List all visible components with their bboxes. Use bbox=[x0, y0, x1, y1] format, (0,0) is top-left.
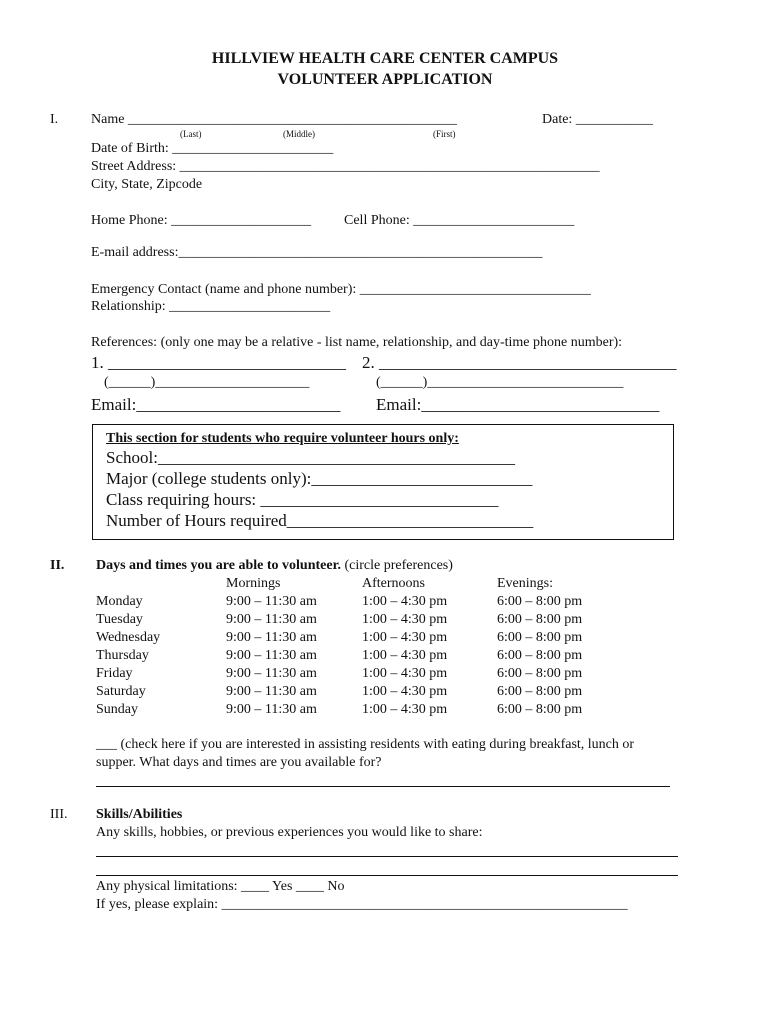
skills-line-1[interactable] bbox=[96, 856, 678, 857]
form-title: HILLVIEW HEALTH CARE CENTER CAMPUS bbox=[211, 50, 559, 67]
name-sub-middle: (Middle) bbox=[283, 129, 315, 139]
reference-1-name[interactable]: 1. ____________________________ bbox=[91, 353, 346, 372]
time-slot-evening[interactable]: 6:00 – 8:00 pm bbox=[497, 594, 583, 609]
reference-2-email[interactable]: Email:____________________________ bbox=[376, 395, 660, 414]
time-slot-evening[interactable]: 6:00 – 8:00 pm bbox=[497, 630, 583, 645]
availability-heading-note: (circle preferences) bbox=[341, 558, 453, 573]
time-slot-evening[interactable]: 6:00 – 8:00 pm bbox=[497, 702, 583, 717]
school-field[interactable]: School:__________________________________________ bbox=[106, 448, 515, 467]
skills-line-2[interactable] bbox=[96, 875, 678, 876]
reference-1-email[interactable]: Email:________________________ bbox=[91, 395, 341, 414]
major-field[interactable]: Major (college students only):__________________________ bbox=[106, 469, 533, 488]
section-numeral-1: I. bbox=[50, 112, 59, 127]
class-requiring-hours-field[interactable]: Class requiring hours: ____________________________ bbox=[106, 490, 499, 509]
name-sub-first: (First) bbox=[433, 129, 456, 139]
emergency-contact-field[interactable]: Emergency Contact (name and phone number): _________________________________ bbox=[91, 282, 591, 297]
time-slot-morning[interactable]: 9:00 – 11:30 am bbox=[226, 666, 317, 681]
column-mornings: Mornings bbox=[226, 576, 281, 591]
eating-assist-checkbox-line[interactable]: ___ (check here if you are interested in assisting residents with eating during breakfast, lunch or bbox=[96, 737, 635, 752]
time-slot-afternoon[interactable]: 1:00 – 4:30 pm bbox=[362, 702, 448, 717]
day-label: Tuesday bbox=[96, 612, 143, 627]
time-slot-morning[interactable]: 9:00 – 11:30 am bbox=[226, 594, 317, 609]
skills-prompt: Any skills, hobbies, or previous experiences you would like to share: bbox=[96, 825, 483, 840]
section-numeral-3: III. bbox=[50, 807, 68, 822]
cell-phone-field[interactable]: Cell Phone: _______________________ bbox=[344, 213, 575, 228]
time-slot-afternoon[interactable]: 1:00 – 4:30 pm bbox=[362, 684, 448, 699]
day-label: Wednesday bbox=[96, 630, 161, 645]
day-label: Sunday bbox=[96, 702, 138, 717]
time-slot-evening[interactable]: 6:00 – 8:00 pm bbox=[497, 666, 583, 681]
day-label: Saturday bbox=[96, 684, 146, 699]
day-label: Monday bbox=[96, 594, 143, 609]
time-slot-evening[interactable]: 6:00 – 8:00 pm bbox=[497, 684, 583, 699]
hours-required-field[interactable]: Number of Hours required_____________________________ bbox=[106, 511, 534, 530]
dob-field[interactable]: Date of Birth: _______________________ bbox=[91, 141, 334, 156]
email-field[interactable]: E-mail address:____________________________________________________ bbox=[91, 245, 543, 260]
time-slot-afternoon[interactable]: 1:00 – 4:30 pm bbox=[362, 648, 448, 663]
time-slot-evening[interactable]: 6:00 – 8:00 pm bbox=[497, 648, 583, 663]
reference-2-phone[interactable]: (______)____________________________ bbox=[376, 375, 624, 390]
time-slot-morning[interactable]: 9:00 – 11:30 am bbox=[226, 612, 317, 627]
time-slot-afternoon[interactable]: 1:00 – 4:30 pm bbox=[362, 666, 448, 681]
time-slot-afternoon[interactable]: 1:00 – 4:30 pm bbox=[362, 630, 448, 645]
time-slot-morning[interactable]: 9:00 – 11:30 am bbox=[226, 648, 317, 663]
skills-heading: Skills/Abilities bbox=[96, 807, 183, 822]
city-state-zip-label: City, State, Zipcode bbox=[91, 177, 203, 192]
availability-heading bbox=[96, 558, 453, 574]
eating-availability-line[interactable] bbox=[96, 786, 670, 787]
time-slot-morning[interactable]: 9:00 – 11:30 am bbox=[226, 684, 317, 699]
physical-limitations-field[interactable]: Any physical limitations: ____ Yes ____ No bbox=[96, 879, 345, 894]
form-subtitle: VOLUNTEER APPLICATION bbox=[277, 71, 493, 88]
time-slot-afternoon[interactable]: 1:00 – 4:30 pm bbox=[362, 612, 448, 627]
name-field[interactable]: Name _______________________________________________ bbox=[91, 112, 457, 127]
time-slot-morning[interactable]: 9:00 – 11:30 am bbox=[226, 702, 317, 717]
section-numeral-2: II. bbox=[50, 558, 65, 573]
student-box-heading: This section for students who require volunteer hours only: bbox=[106, 431, 459, 446]
date-field[interactable]: Date: ___________ bbox=[542, 112, 653, 127]
day-label: Thursday bbox=[96, 648, 149, 663]
time-slot-evening[interactable]: 6:00 – 8:00 pm bbox=[497, 612, 583, 627]
time-slot-morning[interactable]: 9:00 – 11:30 am bbox=[226, 630, 317, 645]
limitations-explain-field[interactable]: If yes, please explain: __________________________________________________________ bbox=[96, 897, 628, 912]
column-afternoons: Afternoons bbox=[362, 576, 425, 591]
column-evenings: Evenings: bbox=[497, 576, 553, 591]
relationship-field[interactable]: Relationship: _______________________ bbox=[91, 299, 331, 314]
reference-1-phone[interactable]: (______)______________________ bbox=[104, 375, 310, 390]
availability-heading-bold: Days and times you are able to volunteer. bbox=[96, 558, 341, 573]
references-intro: References: (only one may be a relative - list name, relationship, and day-time phone number): bbox=[91, 335, 623, 350]
reference-2-name[interactable]: 2. ___________________________________ bbox=[362, 353, 677, 372]
name-sub-last: (Last) bbox=[180, 129, 202, 139]
street-address-field[interactable]: Street Address: ____________________________________________________________ bbox=[91, 159, 600, 174]
home-phone-field[interactable]: Home Phone: ____________________ bbox=[91, 213, 312, 228]
eating-assist-question: supper. What days and times are you available for? bbox=[96, 755, 382, 770]
time-slot-afternoon[interactable]: 1:00 – 4:30 pm bbox=[362, 594, 448, 609]
day-label: Friday bbox=[96, 666, 133, 681]
